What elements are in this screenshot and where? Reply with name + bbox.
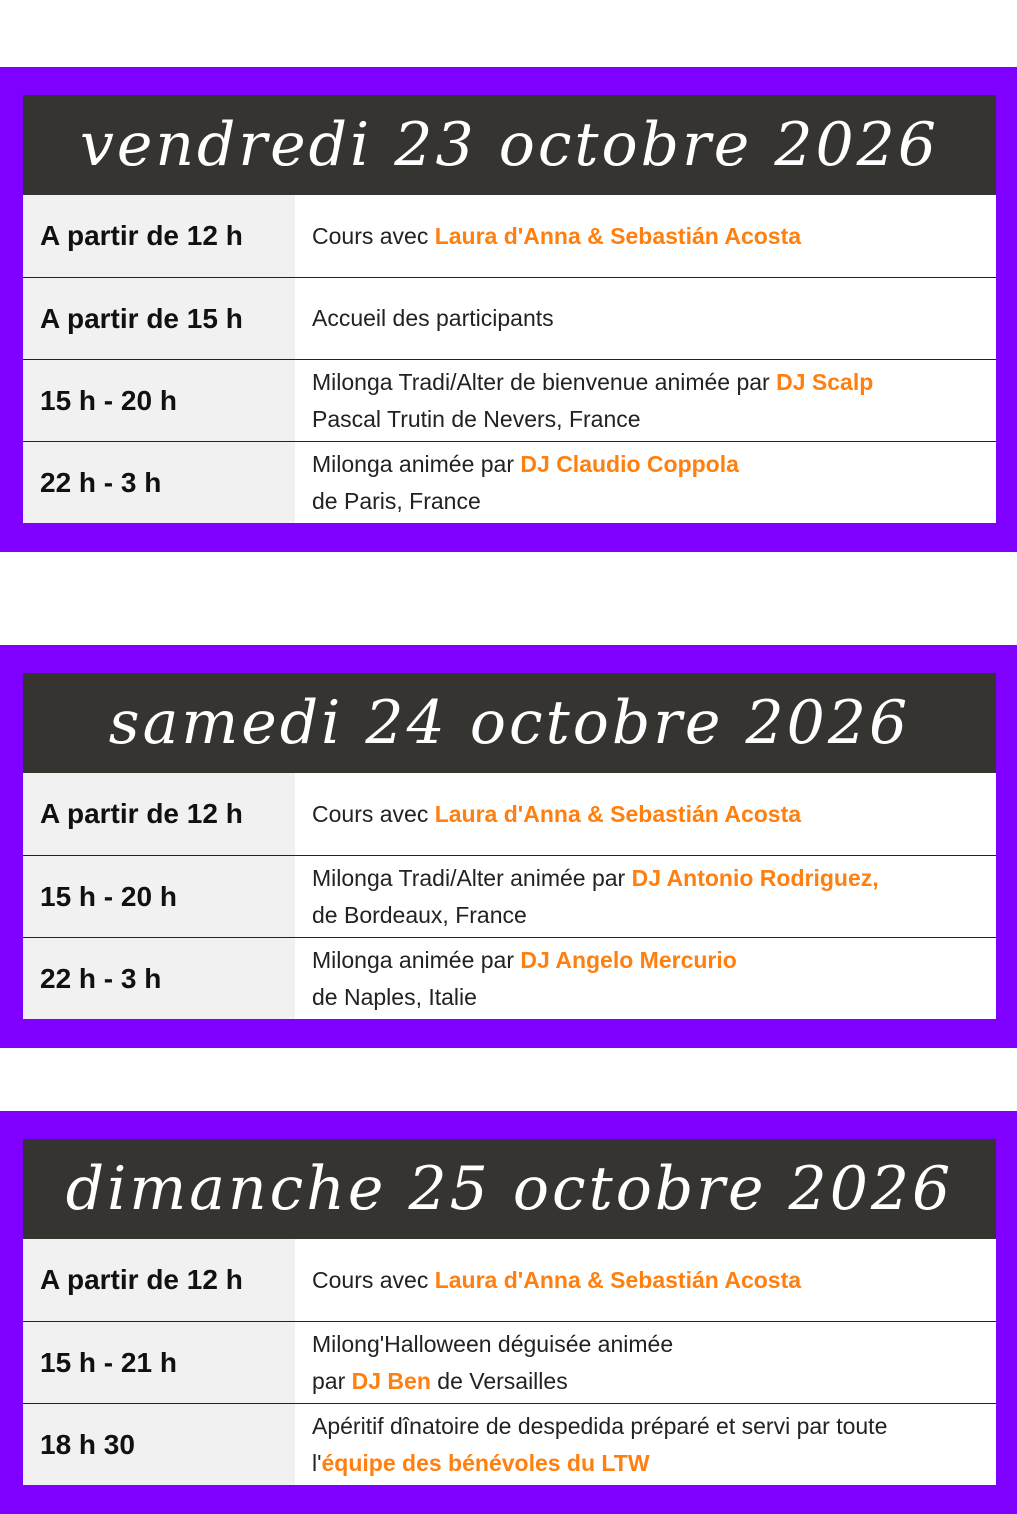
- description-line: [312, 796, 996, 833]
- table-row: [23, 441, 996, 523]
- description-cell: [295, 1404, 996, 1485]
- description-text: Cours avec: [312, 222, 435, 249]
- description-line: [312, 401, 996, 438]
- time-cell: 22 h - 3 h: [23, 938, 295, 1019]
- description-line: [312, 364, 996, 401]
- table-row: [23, 937, 996, 1019]
- highlight-text: DJ Scalp: [776, 368, 874, 395]
- highlight-text: Laura d'Anna & Sebastián Acosta: [434, 800, 802, 827]
- table-row: [23, 359, 996, 441]
- highlight-text: Laura d'Anna & Sebastián Acosta: [434, 1266, 802, 1293]
- description-cell: [295, 278, 996, 359]
- description-text: Milonga Tradi/Alter animée par: [312, 864, 632, 891]
- description-line: [312, 979, 996, 1016]
- schedule-table: [23, 1239, 996, 1485]
- description-text: Milong'Halloween déguisée animée: [312, 1330, 674, 1357]
- time-cell: A partir de 15 h: [23, 278, 295, 359]
- description-line: [312, 218, 996, 255]
- description-line: [312, 1262, 996, 1299]
- time-cell: A partir de 12 h: [23, 773, 295, 855]
- description-cell: [295, 856, 996, 937]
- description-text: Milonga animée par: [312, 450, 521, 477]
- table-row: [23, 277, 996, 359]
- description-cell: [295, 442, 996, 523]
- time-cell: A partir de 12 h: [23, 195, 295, 277]
- description-line: [312, 1326, 996, 1363]
- description-line: [312, 860, 996, 897]
- description-text: de Bordeaux, France: [312, 901, 527, 928]
- highlight-text: DJ Claudio Coppola: [520, 450, 739, 477]
- day-block-saturday: [0, 645, 1017, 1048]
- description-text: l': [312, 1449, 322, 1476]
- description-line: [312, 1363, 996, 1400]
- schedule-table: [23, 195, 996, 523]
- description-text: Accueil des participants: [312, 305, 554, 331]
- description-line: [312, 942, 996, 979]
- description-text: de Versailles: [430, 1367, 568, 1394]
- table-row: [23, 1321, 996, 1403]
- description-text: Cours avec: [312, 800, 435, 827]
- description-text: Apéritif dînatoire de despedida préparé et servi par toute: [312, 1412, 888, 1439]
- time-cell: 18 h 30: [23, 1404, 295, 1485]
- description-line: [312, 446, 996, 483]
- day-title: dimanche 25 octobre 2026: [23, 1139, 996, 1239]
- description-text: Milonga animée par: [312, 946, 521, 973]
- table-row: [23, 1403, 996, 1485]
- description-cell: [295, 360, 996, 441]
- schedule-table: [23, 773, 996, 1019]
- description-cell: [295, 1322, 996, 1403]
- highlight-text: DJ Ben: [351, 1367, 431, 1394]
- highlight-text: DJ Antonio Rodriguez,: [631, 864, 879, 891]
- table-row: [23, 773, 996, 855]
- description-text: de Naples, Italie: [312, 983, 477, 1010]
- day-title: samedi 24 octobre 2026: [23, 673, 996, 773]
- description-line: [312, 300, 996, 337]
- description-text: Cours avec: [312, 1266, 435, 1293]
- description-text: Pascal Trutin de Nevers, France: [312, 405, 641, 432]
- time-cell: 15 h - 20 h: [23, 360, 295, 441]
- day-block-sunday: [0, 1111, 1017, 1514]
- description-cell: [295, 1239, 996, 1321]
- description-text: Milonga Tradi/Alter de bienvenue animée par: [312, 368, 777, 395]
- description-text: par: [312, 1367, 352, 1394]
- description-cell: [295, 773, 996, 855]
- highlight-text: équipe des bénévoles du LTW: [321, 1449, 650, 1476]
- table-row: [23, 1239, 996, 1321]
- highlight-text: Laura d'Anna & Sebastián Acosta: [434, 222, 802, 249]
- table-row: [23, 855, 996, 937]
- description-line: [312, 897, 996, 934]
- day-title: vendredi 23 octobre 2026: [23, 95, 996, 195]
- description-line: [312, 1445, 996, 1482]
- day-block-friday: [0, 67, 1017, 552]
- table-row: [23, 195, 996, 277]
- description-line: [312, 1408, 996, 1445]
- highlight-text: DJ Angelo Mercurio: [520, 946, 737, 973]
- time-cell: 22 h - 3 h: [23, 442, 295, 523]
- time-cell: A partir de 12 h: [23, 1239, 295, 1321]
- description-cell: [295, 938, 996, 1019]
- time-cell: 15 h - 20 h: [23, 856, 295, 937]
- description-text: de Paris, France: [312, 487, 481, 514]
- description-cell: [295, 195, 996, 277]
- time-cell: 15 h - 21 h: [23, 1322, 295, 1403]
- description-line: [312, 483, 996, 520]
